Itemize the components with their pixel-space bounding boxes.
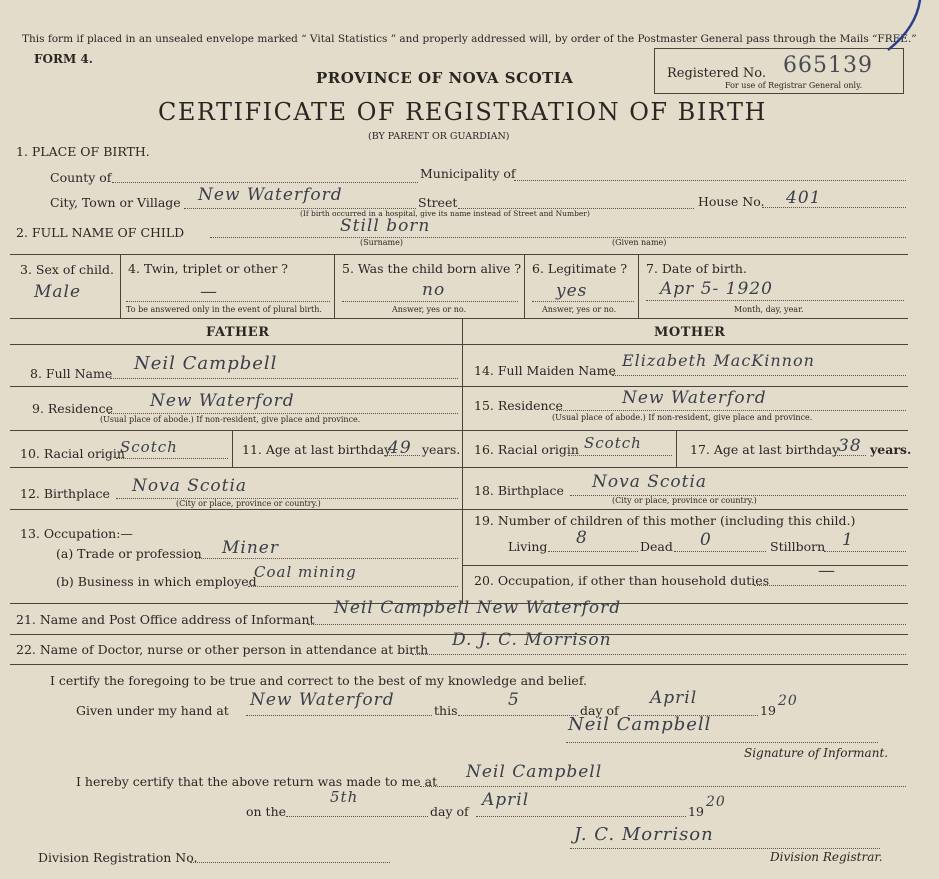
father-residence-line — [108, 413, 458, 414]
father-name-label: 8. Full Name — [30, 366, 113, 381]
twin-label: 4. Twin, triplet or other ? — [128, 261, 288, 276]
father-residence-label: 9. Residence — [32, 401, 113, 416]
informant-signature: Neil Campbell — [568, 714, 712, 735]
row-divider — [334, 254, 335, 318]
mother-occupation-label: 20. Occupation, if other than household duties — [474, 573, 770, 588]
this-label: this — [434, 703, 458, 718]
house-label: House No. — [698, 194, 765, 209]
child-name-line — [210, 237, 906, 238]
father-racial-label: 10. Racial origin — [20, 446, 125, 461]
mother-residence-label: 15. Residence — [474, 398, 563, 413]
place-of-birth-heading: 1. PLACE OF BIRTH. — [16, 144, 150, 159]
rule-9 — [10, 430, 908, 431]
legitimate-line — [532, 301, 634, 302]
return-value: Neil Campbell — [466, 762, 603, 782]
mother-heading: MOTHER — [654, 325, 726, 340]
rule-10 — [10, 467, 908, 468]
row-divider — [120, 254, 121, 318]
date-of-birth-label: 7. Date of birth. — [646, 261, 747, 276]
division-registration-label: Division Registration No. — [38, 850, 198, 865]
father-birthplace-label: 12. Birthplace — [20, 486, 110, 501]
mother-occupation-value: — — [818, 561, 836, 581]
county-line — [112, 182, 418, 183]
alive-line — [342, 301, 518, 302]
business-line — [248, 586, 458, 587]
on-the-label: on the — [246, 804, 287, 819]
mother-occupation-line — [754, 585, 906, 586]
stillborn-value: 1 — [842, 530, 854, 550]
municipality-label: Municipality of — [420, 166, 516, 181]
father-birthplace-note: (City or place, province or country.) — [176, 499, 321, 508]
pen-mark-icon — [880, 0, 939, 60]
on-year-prefix: 19 — [688, 804, 704, 819]
father-racial-line — [116, 458, 228, 459]
living-value: 8 — [576, 528, 588, 548]
father-name-value: Neil Campbell — [134, 353, 278, 374]
father-age-value: 49 — [388, 438, 412, 458]
row-divider — [524, 254, 525, 318]
occupation-label: 13. Occupation:— — [20, 526, 133, 541]
month-value: April — [650, 688, 698, 708]
informant-label: 21. Name and Post Office address of Informant — [16, 612, 315, 627]
trade-label: (a) Trade or profession — [56, 546, 202, 561]
dead-line — [674, 551, 766, 552]
row-top-rule — [10, 254, 908, 255]
stillborn-line — [824, 551, 906, 552]
father-heading: FATHER — [206, 325, 270, 340]
city-label: City, Town or Village — [50, 195, 181, 210]
legitimate-value: yes — [556, 281, 588, 301]
legitimate-label: 6. Legitimate ? — [532, 261, 628, 276]
certificate-subtitle: (BY PARENT OR GUARDIAN) — [368, 131, 510, 142]
mother-birthplace-note: (City or place, province or country.) — [612, 496, 757, 505]
registrar-signature-line — [570, 848, 880, 849]
county-label: County of — [50, 170, 112, 185]
father-age-label: 11. Age at last birthday — [242, 442, 392, 457]
postal-notice: This form if placed in an unsealed envelope marked “ Vital Statistics ” and properly addressed will, by order of the Postmaster General pass through the Mails “FREE.” — [22, 33, 917, 45]
given-name-caption: (Given name) — [612, 238, 667, 247]
division-registration-line — [190, 862, 390, 863]
on-day-value: 5th — [330, 788, 359, 806]
mother-racial-line — [568, 455, 672, 456]
informant-line — [308, 624, 906, 625]
registered-label: Registered No. — [667, 66, 767, 81]
day-of-label: day of — [580, 703, 619, 718]
on-day-of-label: day of — [430, 804, 469, 819]
rule-22 — [10, 664, 908, 665]
registrar-caption: Division Registrar. — [770, 850, 883, 864]
heading-rule — [10, 344, 908, 345]
on-month-line — [476, 816, 686, 817]
given-place-line — [246, 715, 432, 716]
hospital-note: (If birth occurred in a hospital, give its name instead of Street and Number) — [300, 209, 590, 218]
mother-racial-label: 16. Racial origin — [474, 442, 579, 457]
year-prefix: 19 — [760, 703, 776, 718]
mother-age-value: 38 — [838, 436, 862, 456]
father-name-line — [110, 378, 458, 379]
date-of-birth-value: Apr 5- 1920 — [660, 279, 773, 299]
doctor-line — [412, 654, 906, 655]
day-value: 5 — [508, 690, 520, 710]
father-residence-value: New Waterford — [150, 391, 295, 411]
on-year-value: 20 — [706, 794, 726, 810]
trade-value: Miner — [222, 538, 279, 558]
mother-name-line — [612, 375, 906, 376]
center-divider — [462, 318, 463, 603]
informant-value: Neil Campbell New Waterford — [334, 598, 622, 618]
row-divider — [638, 254, 639, 318]
mother-residence-line — [556, 410, 906, 411]
municipality-line — [514, 180, 906, 181]
mother-age-label: 17. Age at last birthday — [690, 442, 840, 457]
alive-note: Answer, yes or no. — [392, 305, 467, 314]
house-line — [762, 207, 906, 208]
doctor-value: D. J. C. Morrison — [452, 630, 612, 650]
stillborn-label: Stillborn — [770, 539, 826, 554]
sex-label: 3. Sex of child. — [20, 262, 115, 277]
mother-residence-value: New Waterford — [622, 388, 767, 408]
business-value: Coal mining — [254, 563, 357, 581]
year-value: 20 — [778, 693, 798, 709]
mother-name-label: 14. Full Maiden Name — [474, 363, 616, 378]
rule-8 — [10, 386, 908, 387]
form-number: FORM 4. — [34, 52, 93, 66]
alive-label: 5. Was the child born alive ? — [342, 261, 522, 276]
row-bottom-rule — [10, 318, 908, 319]
alive-value: no — [422, 280, 446, 300]
child-name-value: Still born — [340, 216, 431, 236]
rule-19 — [462, 565, 908, 566]
province-heading: PROVINCE OF NOVA SCOTIA — [316, 69, 574, 87]
dead-label: Dead — [640, 539, 673, 554]
street-label: Street — [418, 195, 458, 210]
informant-signature-caption: Signature of Informant. — [744, 746, 889, 760]
surname-caption: (Surname) — [360, 238, 403, 247]
mother-name-value: Elizabeth MacKinnon — [622, 351, 815, 370]
city-value: New Waterford — [198, 185, 343, 205]
children-label: 19. Number of children of this mother (including this child.) — [474, 513, 856, 528]
father-age-unit: years. — [422, 442, 461, 457]
return-label: I hereby certify that the above return was made to me at — [76, 774, 438, 789]
dead-value: 0 — [700, 530, 712, 550]
father-birthplace-value: Nova Scotia — [132, 476, 248, 496]
rule-12 — [10, 509, 908, 510]
return-line — [420, 786, 906, 787]
certificate-title: CERTIFICATE OF REGISTRATION OF BIRTH — [158, 98, 767, 126]
mother-residence-note: (Usual place of abode.) If non-resident, give place and province. — [552, 413, 813, 422]
father-age-divider — [232, 430, 233, 467]
on-day-line — [286, 816, 428, 817]
living-line — [548, 551, 638, 552]
informant-signature-line — [566, 742, 878, 743]
on-month-value: April — [482, 790, 530, 810]
living-label: Living — [508, 539, 548, 554]
registered-box — [654, 48, 904, 94]
registered-number: 665139 — [783, 53, 873, 78]
house-value: 401 — [786, 188, 822, 208]
registrar-signature: J. C. Morrison — [574, 824, 714, 845]
mother-age-divider — [676, 430, 677, 467]
mother-racial-value: Scotch — [584, 434, 642, 452]
twin-note: To be answered only in the event of plural birth. — [126, 305, 322, 314]
date-of-birth-line — [646, 300, 904, 301]
given-place-value: New Waterford — [250, 690, 395, 710]
business-label: (b) Business in which employed — [56, 574, 257, 589]
trade-line — [196, 558, 458, 559]
given-label: Given under my hand at — [76, 703, 229, 718]
twin-value: — — [200, 282, 218, 302]
mother-age-unit: years. — [870, 442, 912, 457]
sex-value: Male — [34, 282, 82, 302]
legitimate-note: Answer, yes or no. — [542, 305, 617, 314]
father-racial-value: Scotch — [120, 438, 178, 456]
mother-birthplace-label: 18. Birthplace — [474, 483, 564, 498]
father-residence-note: (Usual place of abode.) If non-resident, give place and province. — [100, 415, 361, 424]
date-of-birth-note: Month, day, year. — [734, 305, 804, 314]
doctor-label: 22. Name of Doctor, nurse or other person in attendance at birth — [16, 642, 429, 657]
twin-line — [126, 301, 330, 302]
registrar-note: For use of Registrar General only. — [725, 81, 863, 90]
mother-birthplace-value: Nova Scotia — [592, 472, 708, 492]
child-name-label: 2. FULL NAME OF CHILD — [16, 225, 185, 240]
certify-statement: I certify the foregoing to be true and correct to the best of my knowledge and belief. — [50, 673, 587, 688]
day-line — [458, 715, 578, 716]
